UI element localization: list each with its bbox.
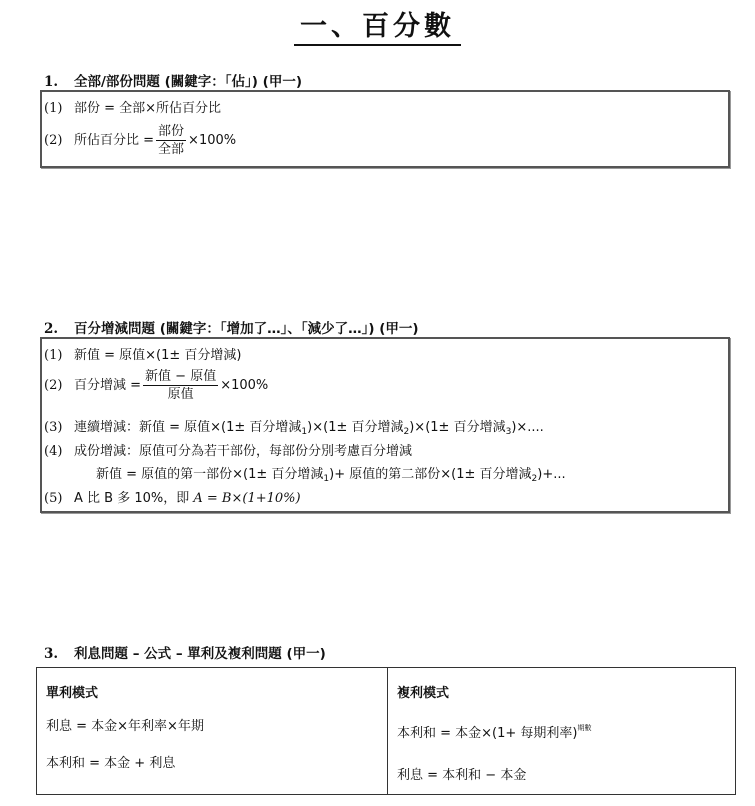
formula-2-3: (3) 連續增減：新值 = 原值×(1± 百分增減$_1$)×(1± 百分增減$_2$)×(1± 百分增減$_3$)×....	[44, 420, 544, 437]
interest-table	[36, 667, 736, 795]
simple-interest-header: 單利模式	[46, 686, 99, 701]
section-2-formula-box	[40, 337, 730, 513]
section-3-title: 利息問題 – 公式 – 單利及複利問題 (甲一)	[74, 646, 326, 662]
formula-2-4-line2: 新值 = 原值的第一部份×(1± 百分增減$_1$)+ 原值的第二部份×(1± 百分增減$_2$)+...	[96, 467, 566, 484]
section-1-formula-box	[40, 90, 730, 168]
formula-2-5: (5) A 比 B 多 10%，即 A = B×(1+10%)	[44, 491, 301, 506]
page-title: 一、百分數	[0, 4, 755, 43]
formula-1-1: (1) 部份 = 全部×所佔百分比	[44, 101, 222, 116]
formula-2-4: (4) 成份增減：原值可分為若干部份，每部份分別考慮百分增減	[44, 444, 413, 459]
formula-2-1: (1) 新值 = 原值×(1± 百分增減)	[44, 348, 242, 363]
formula-1-2: (2) 所佔百分比 = $\frac{\text{部份}}{\text{全部}}$ ×100%	[44, 124, 237, 157]
section-2-number: 2.	[44, 321, 59, 337]
section-1-title: 全部/部份問題 (關鍵字：「佔」) (甲一)	[74, 74, 303, 90]
section-1-number: 1.	[44, 74, 59, 90]
compound-interest-cell	[388, 668, 736, 795]
simple-interest-cell	[37, 668, 388, 795]
fraction: $\frac{\text{部份}}{\text{全部}}$	[158, 124, 185, 157]
section-3-heading	[44, 642, 326, 662]
section-2-title: 百分增減問題 (關鍵字：「增加了…」、「減少了…」) (甲一)	[74, 321, 419, 337]
simple-interest-formula-1: 利息 = 本金×年利率×年期	[46, 719, 204, 734]
compound-interest-header: 複利模式	[397, 686, 450, 701]
formula-2-2: (2) 百分增減 = $\frac{\text{新值 − 原值}}{\text{原值}}$ ×100%	[44, 369, 269, 402]
simple-interest-formula-2: 本利和 = 本金 + 利息	[46, 756, 176, 771]
compound-interest-formula-2: 利息 = 本利和 − 本金	[397, 768, 527, 783]
section-1-heading	[44, 70, 302, 90]
compound-interest-formula-1: 本利和 = 本金×(1+ 每期利率)$^{期數}$	[397, 724, 592, 741]
section-3-number: 3.	[44, 646, 59, 662]
fraction: $\frac{\text{新值 − 原值}}{\text{原值}}$	[145, 369, 217, 402]
section-2-heading	[44, 317, 419, 337]
